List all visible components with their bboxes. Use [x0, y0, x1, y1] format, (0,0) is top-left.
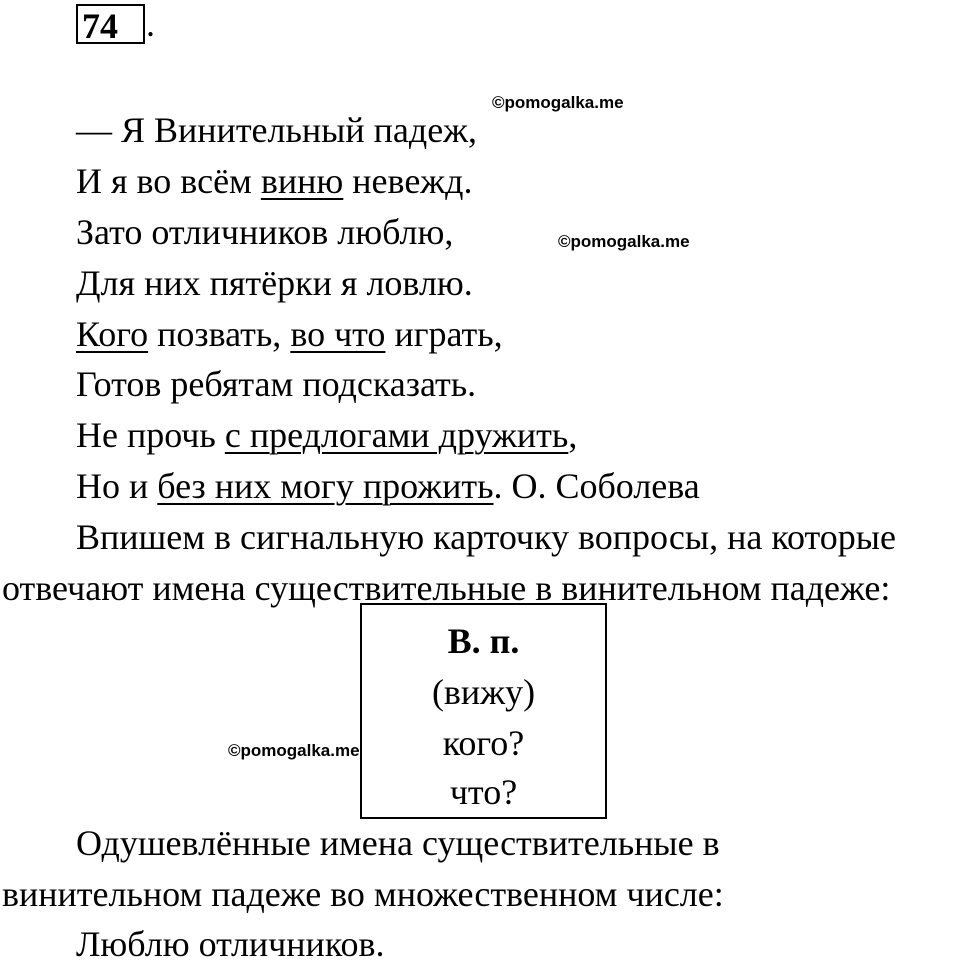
exercise-number: 74 — [76, 4, 145, 44]
poem-line-7-text-a: Не прочь — [76, 415, 225, 455]
poem-line-5-text-a: позвать, — [148, 314, 291, 354]
poem-line-4: Для них пятёрки я ловлю. — [76, 263, 473, 303]
paragraph-2-line-3: Люблю отличников. — [76, 924, 385, 964]
poem-line-7 — [76, 415, 577, 455]
watermark-3: ©pomogalka.me — [228, 741, 360, 760]
poem-line-3: Зато отличников люблю, — [76, 212, 454, 252]
card-verb: (вижу) — [431, 672, 536, 712]
poem-line-8-text-a: Но и — [76, 466, 158, 506]
paragraph-2-line-2: винительном падеже во множественном числе: — [2, 874, 724, 914]
card-question-1: кого? — [442, 723, 525, 763]
poem-line-2 — [76, 161, 472, 201]
watermark-2: ©pomogalka.me — [558, 232, 690, 251]
poem-line-8-text-b: . О. Соболева — [493, 466, 700, 506]
poem-line-5 — [76, 314, 503, 354]
poem-line-8 — [76, 466, 700, 506]
poem-line-2-text-b: невежд. — [343, 161, 473, 201]
exercise-number-dot: . — [146, 4, 155, 44]
card-heading: В. п. — [447, 621, 520, 661]
signal-card — [360, 603, 607, 819]
watermark-1: ©pomogalka.me — [492, 93, 624, 112]
paragraph-2-line-1: Одушевлённые имена существительные в — [76, 823, 720, 863]
poem-line-1: — Я Винительный падеж, — [76, 110, 478, 150]
poem-line-2-underlined: виню — [260, 161, 344, 201]
poem-line-5-underlined-1: Кого — [76, 314, 149, 354]
poem-line-6: Готов ребятам подсказать. — [76, 364, 477, 404]
poem-line-5-text-b: играть, — [385, 314, 503, 354]
poem-line-7-text-b: , — [568, 415, 578, 455]
card-question-2: что? — [449, 772, 518, 812]
poem-line-8-underlined: без них могу прожить — [157, 466, 494, 506]
paragraph-1-line-2: отвечают имена существительные в винительном падеже: — [2, 568, 891, 608]
poem-line-5-underlined-2: во что — [290, 314, 386, 354]
paragraph-1-line-1: Впишем в сигнальную карточку вопросы, на которые — [76, 517, 896, 557]
poem-line-7-underlined: с предлогами дружить — [224, 415, 569, 455]
poem-line-2-text-a: И я во всём — [76, 161, 261, 201]
